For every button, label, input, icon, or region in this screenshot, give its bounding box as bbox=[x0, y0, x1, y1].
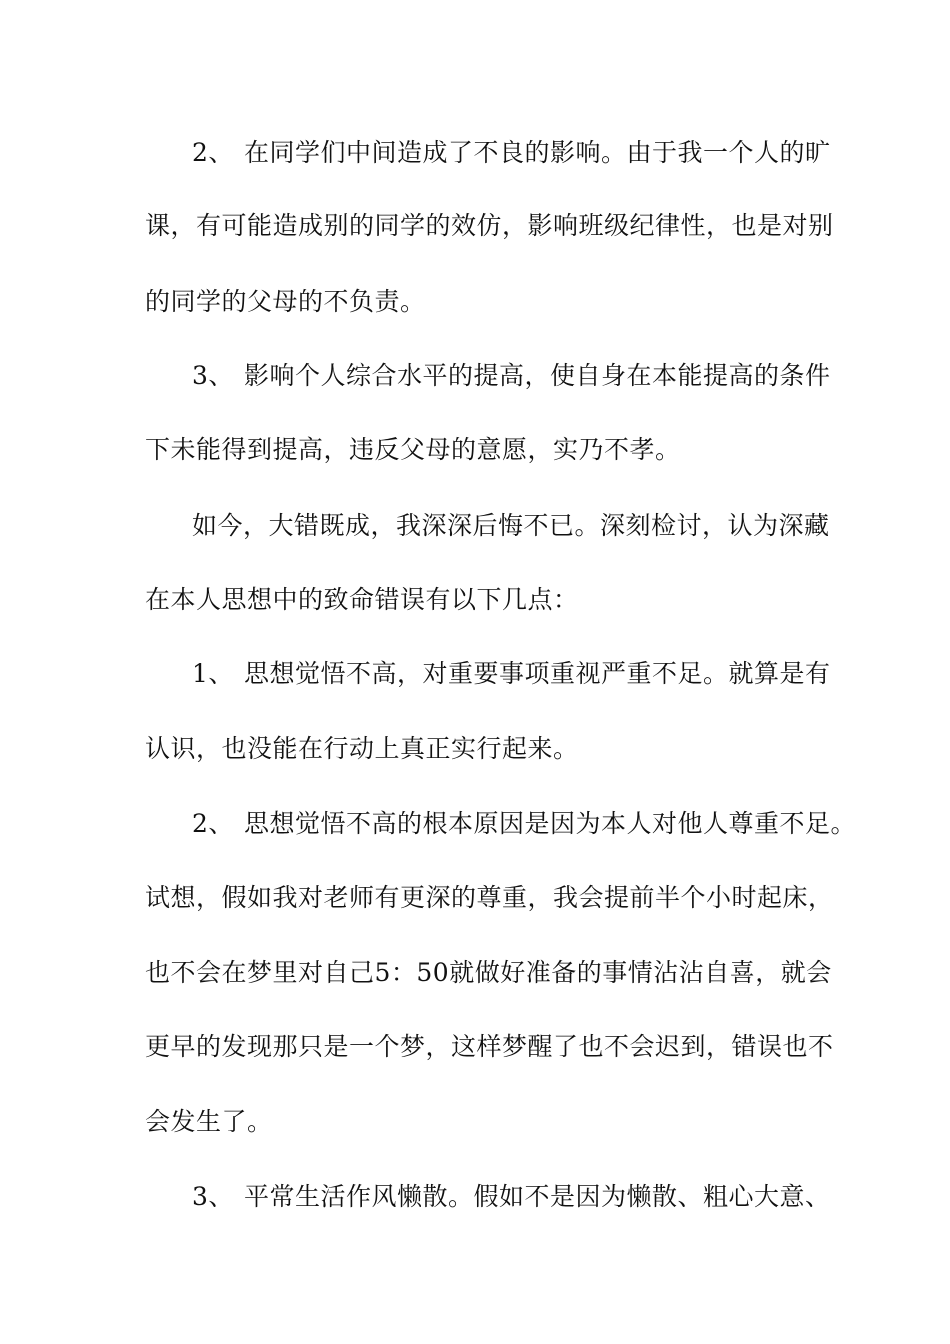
paragraph-line: 课，有可能造成别的同学的效仿，影响班级纪律性，也是对别 bbox=[145, 211, 834, 240]
paragraph-line: 的同学的父母的不负责。 bbox=[145, 287, 426, 316]
paragraph-line: 下未能得到提高，违反父母的意愿，实乃不孝。 bbox=[145, 435, 681, 464]
list-number: 2、 bbox=[192, 809, 234, 838]
line-text: 在同学们中间造成了不良的影响。由于我一个人的旷 bbox=[244, 138, 831, 167]
list-number: 3、 bbox=[192, 361, 234, 390]
paragraph-line: 也不会在梦里对自己5：50就做好准备的事情沾沾自喜，就会 bbox=[145, 958, 832, 987]
list-number: 2、 bbox=[192, 138, 234, 167]
paragraph-line: 会发生了。 bbox=[145, 1107, 273, 1136]
paragraph-line bbox=[192, 1177, 872, 1217]
paragraph-line: 更早的发现那只是一个梦，这样梦醒了也不会迟到，错误也不 bbox=[145, 1032, 834, 1061]
line-text: 影响个人综合水平的提高，使自身在本能提高的条件 bbox=[244, 361, 831, 390]
paragraph-line: 试想，假如我对老师有更深的尊重，我会提前半个小时起床， bbox=[145, 883, 834, 912]
paragraph-line bbox=[192, 356, 872, 396]
paragraph-line: 在本人思想中的致命错误有以下几点： bbox=[145, 585, 579, 614]
paragraph-line: 认识，也没能在行动上真正实行起来。 bbox=[145, 734, 579, 763]
line-text: 思想觉悟不高，对重要事项重视严重不足。就算是有 bbox=[244, 659, 831, 688]
paragraph-line bbox=[192, 804, 872, 844]
line-text: 思想觉悟不高的根本原因是因为本人对他人尊重不足。 bbox=[244, 809, 857, 838]
line-text: 平常生活作风懒散。假如不是因为懒散、粗心大意、 bbox=[244, 1182, 831, 1211]
paragraph-line bbox=[192, 133, 872, 173]
list-number: 1、 bbox=[192, 659, 234, 688]
list-number: 3、 bbox=[192, 1182, 234, 1211]
paragraph-line: 如今，大错既成，我深深后悔不已。深刻检讨，认为深藏 bbox=[192, 511, 830, 540]
paragraph-line bbox=[192, 654, 872, 694]
